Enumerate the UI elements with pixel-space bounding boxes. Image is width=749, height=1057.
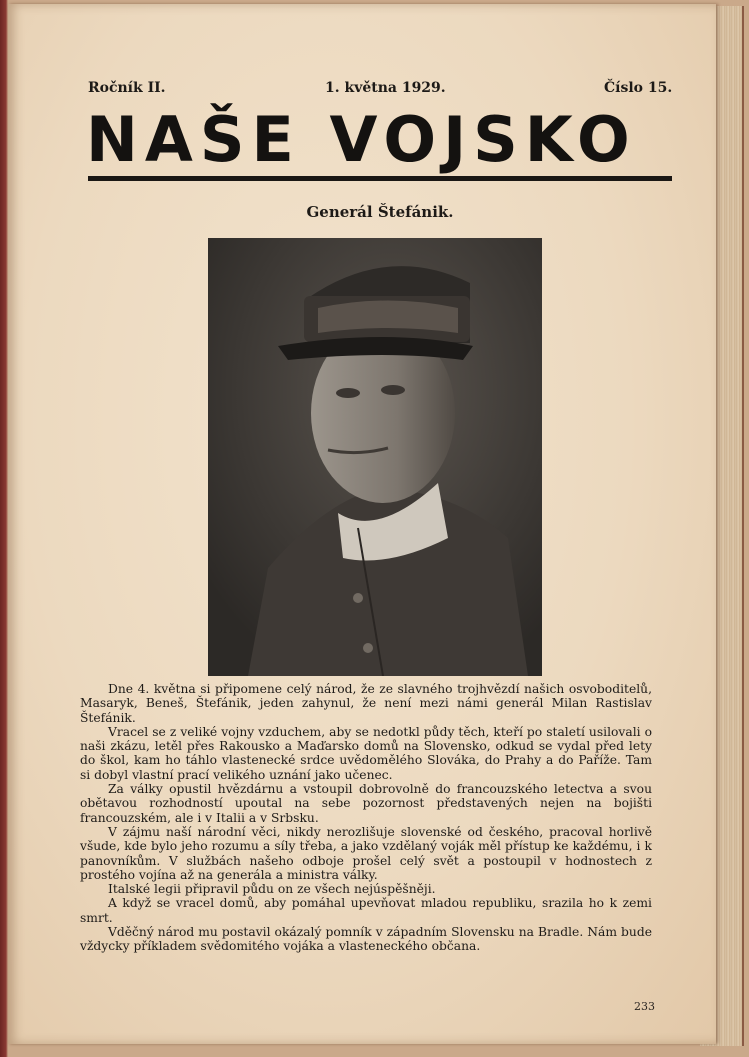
volume-label: Ročník II. (88, 80, 166, 96)
page-number: 233 (634, 1000, 655, 1013)
article-paragraph: Vděčný národ mu postavil okázalý pomník v západním Slovensku na Bradle. Nám bude vždycky příkladem svědomitého vojáka a vlasteneckého občana. (80, 925, 652, 954)
portrait-photo (208, 238, 542, 676)
article-paragraph: Vracel se z veliké vojny vzduchem, aby se nedotkl půdy těch, kteří po staletí usilovali o naši zkázu, letěl přes Rakousko a Maďarsko domů na Slovensko, odkud se vydal před lety do škol, kam ho táhlo vlastenecké srdce uvědomělého Slováka, do Prahy a do Paříže. Tam si dobyl vlastní prací velikého uznání jako učenec. (80, 724, 652, 782)
issue-number: Číslo 15. (604, 80, 673, 96)
article-body (80, 682, 652, 954)
article-title: Generál Štefánik. (306, 203, 454, 221)
article-paragraph: V zájmu naší národní věci, nikdy nerozlišuje slovenské od českého, pracoval horlivě všude, kde bylo jeho rozumu a síly třeba, a jako vzdělaný voják měl přístup ke každému, i k panovníkům. V službách našeho odboje prošel celý svět a postoupil v hodnostech z prostého vojína až na generála a ministra války. (80, 824, 652, 882)
issue-date: 1. května 1929. (325, 80, 446, 96)
masthead-rule (88, 176, 672, 181)
article-paragraph: Dne 4. května si připomene celý národ, že ze slavného trojhvězdí našich osvoboditelů, Masaryk, Beneš, Štefánik, jeden zahynul, že není mezi námi generál Milan Rastislav Štefánik. (80, 682, 652, 725)
masthead-title: NAŠE VOJSKO (86, 103, 637, 176)
article-paragraph: A když se vracel domů, aby pomáhal upevňovat mladou republiku, srazila ho k zemi smrt. (80, 896, 652, 925)
article-paragraph: Za války opustil hvězdárnu a vstoupil dobrovolně do francouzského letectva a svou obětavou rozhodností upoutal na sebe pozornost představených nejen na bojišti francouzském, ale i v Italii a v Srbsku. (80, 782, 652, 825)
article-paragraph: Italské legii připravil půdu on ze všech nejúspěšněji. (108, 882, 436, 897)
